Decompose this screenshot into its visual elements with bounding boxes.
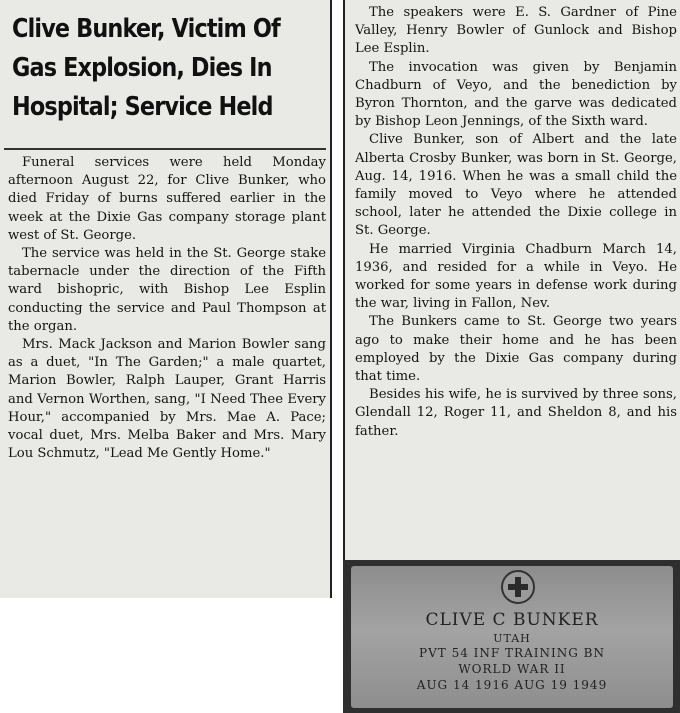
headstone-state: UTAH [493, 632, 531, 645]
paragraph-marriage: He married Virginia Chadburn March 14, 1936, and resided for a while in Veyo. He worked for some years in defense work during the war, living in Fallon, Nev. [355, 241, 677, 312]
headline-divider [4, 148, 326, 150]
headline-line-2: Gas Explosion, Dies In [12, 53, 272, 83]
paragraph-invocation: The invocation was given by Benjamin Chadburn of Veyo, and the benediction by Byron Thornton, and the garve was dedicated by Bishop Leon Jennings, of the Sixth ward. [355, 59, 677, 130]
article-headline [0, 0, 318, 127]
right-column-clipping [343, 0, 680, 560]
headstone-name: CLIVE C BUNKER [425, 610, 599, 630]
left-article-body [8, 154, 326, 463]
headstone-dates: AUG 14 1916 AUG 19 1949 [416, 678, 608, 692]
paragraph-biography: Clive Bunker, son of Albert and the late Alberta Crosby Bunker, was born in St. George, Aug. 14, 1916. When he was a small child the family moved to Veyo where he attended school, later he attended the Dixie college in St. George. [355, 132, 677, 239]
headstone-plaque [351, 566, 673, 708]
paragraph-employment: The Bunkers came to St. George two years ago to make their home and he has been employed by the Dixie Gas company during that time. [355, 314, 677, 385]
headstone-photo [343, 560, 680, 713]
right-article-body [355, 4, 677, 441]
headline-line-3: Hospital; Service Held [12, 92, 273, 122]
paragraph-survivors: Besides his wife, he is survived by three sons, Glendall 12, Roger 11, and Sheldon 8, and his father. [355, 387, 677, 439]
paragraph-speakers: The speakers were E. S. Gardner of Pine Valley, Henry Bowler of Gunlock and Bishop Lee Esplin. [355, 5, 677, 57]
headstone-war: WORLD WAR II [458, 662, 566, 676]
paragraph-music: Mrs. Mack Jackson and Marion Bowler sang as a duet, "In The Garden;" a male quartet, Marion Bowler, Ralph Lauper, Grant Harris and Vernon Worthen, sang, "I Need Thee Every Hour," accompanied by Mrs. Mae A. Pace; vocal duet, Mrs. Melba Baker and Mrs. Mary Lou Schmutz, "Lead Me Gently Home." [8, 337, 326, 462]
headline-line-1: Clive Bunker, Victim Of [12, 14, 280, 44]
paragraph-service: The service was held in the St. George stake tabernacle under the direction of the Fifth ward bishopric, with Bishop Lee Esplin conducting the service and Paul Thompson at the organ. [8, 246, 326, 334]
paragraph-funeral: Funeral services were held Monday afternoon August 22, for Clive Bunker, who died Friday of burns suffered earlier in the week at the Dixie Gas company storage plant west of St. George. [8, 155, 326, 243]
cross-icon [501, 570, 535, 604]
headstone-unit: PVT 54 INF TRAINING BN [419, 646, 605, 660]
left-column-clipping [0, 0, 332, 598]
